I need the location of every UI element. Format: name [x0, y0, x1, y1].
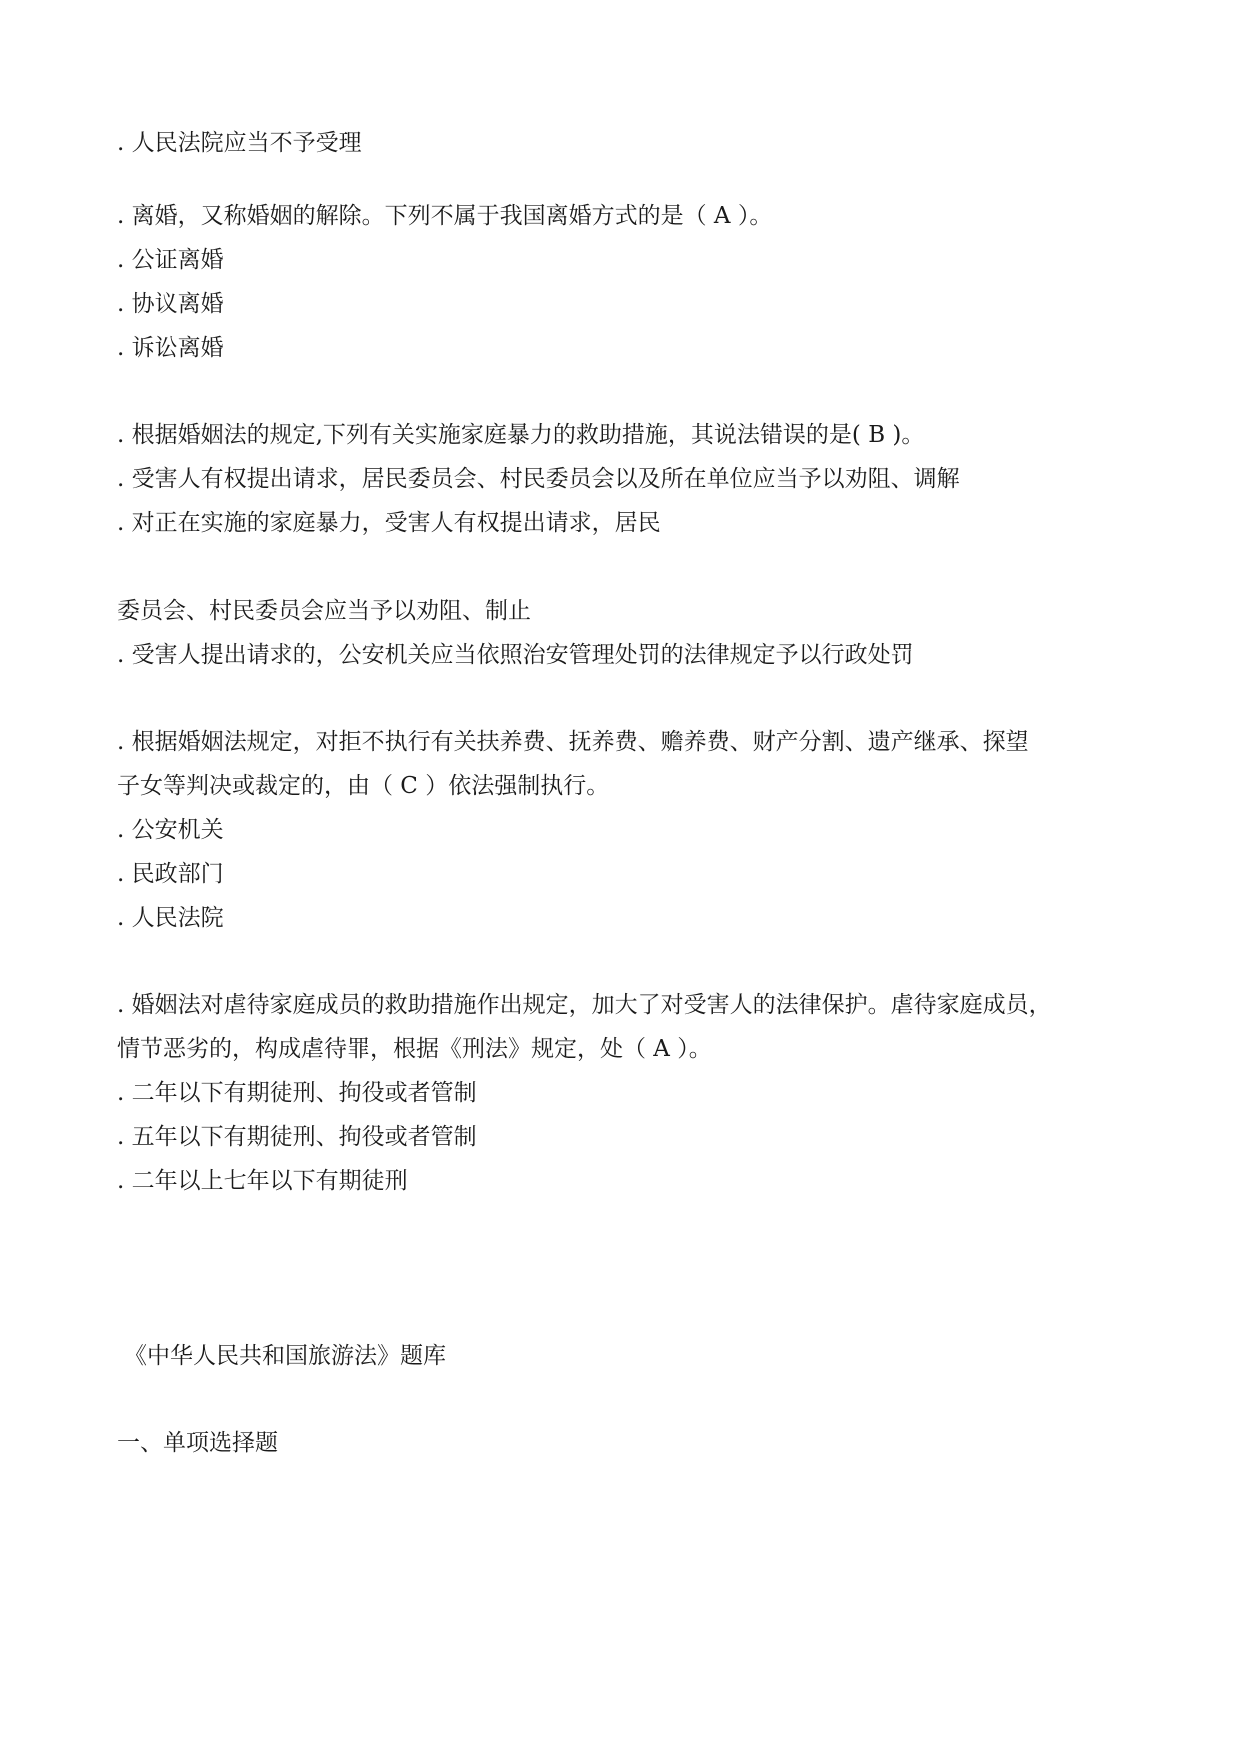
- option-line: . 受害人提出请求的，公安机关应当依照治安管理处罚的法律规定予以行政处罚: [117, 642, 914, 668]
- option-line: . 公安机关: [117, 817, 224, 843]
- option-line: . 二年以下有期徒刑、拘役或者管制: [117, 1080, 477, 1106]
- option-line: . 诉讼离婚: [117, 335, 224, 361]
- question-continuation-line: 情节恶劣的，构成虐待罪，根据《刑法》规定，处（ A ）。: [117, 1036, 712, 1062]
- option-line: . 五年以下有期徒刑、拘役或者管制: [117, 1124, 477, 1150]
- question-continuation-line: 子女等判决或裁定的，由（ C ）依法强制执行。: [117, 773, 610, 799]
- section-title: 《中华人民共和国旅游法》题库: [124, 1343, 446, 1369]
- option-line: . 公证离婚: [117, 247, 224, 273]
- option-continuation-line: 委员会、村民委员会应当予以劝阻、制止: [117, 598, 531, 624]
- question-line: . 根据婚姻法规定，对拒不执行有关扶养费、抚养费、赡养费、财产分割、遗产继承、探望: [117, 729, 1029, 755]
- option-line: . 二年以上七年以下有期徒刑: [117, 1168, 408, 1194]
- option-line: . 协议离婚: [117, 291, 224, 317]
- question-line: . 离婚，又称婚姻的解除。下列不属于我国离婚方式的是（ A ）。: [117, 203, 773, 229]
- option-line: . 人民法院: [117, 905, 224, 931]
- section-heading: 一、单项选择题: [117, 1430, 278, 1456]
- option-line: . 受害人有权提出请求，居民委员会、村民委员会以及所在单位应当予以劝阻、调解: [117, 466, 960, 492]
- question-line: . 婚姻法对虐待家庭成员的救助措施作出规定，加大了对受害人的法律保护。虐待家庭成员，: [117, 992, 1052, 1018]
- option-line: . 对正在实施的家庭暴力，受害人有权提出请求，居民: [117, 510, 661, 536]
- question-line: . 根据婚姻法的规定,下列有关实施家庭暴力的救助措施，其说法错误的是( B )。: [117, 422, 925, 448]
- option-line: . 人民法院应当不予受理: [117, 130, 362, 156]
- option-line: . 民政部门: [117, 861, 224, 887]
